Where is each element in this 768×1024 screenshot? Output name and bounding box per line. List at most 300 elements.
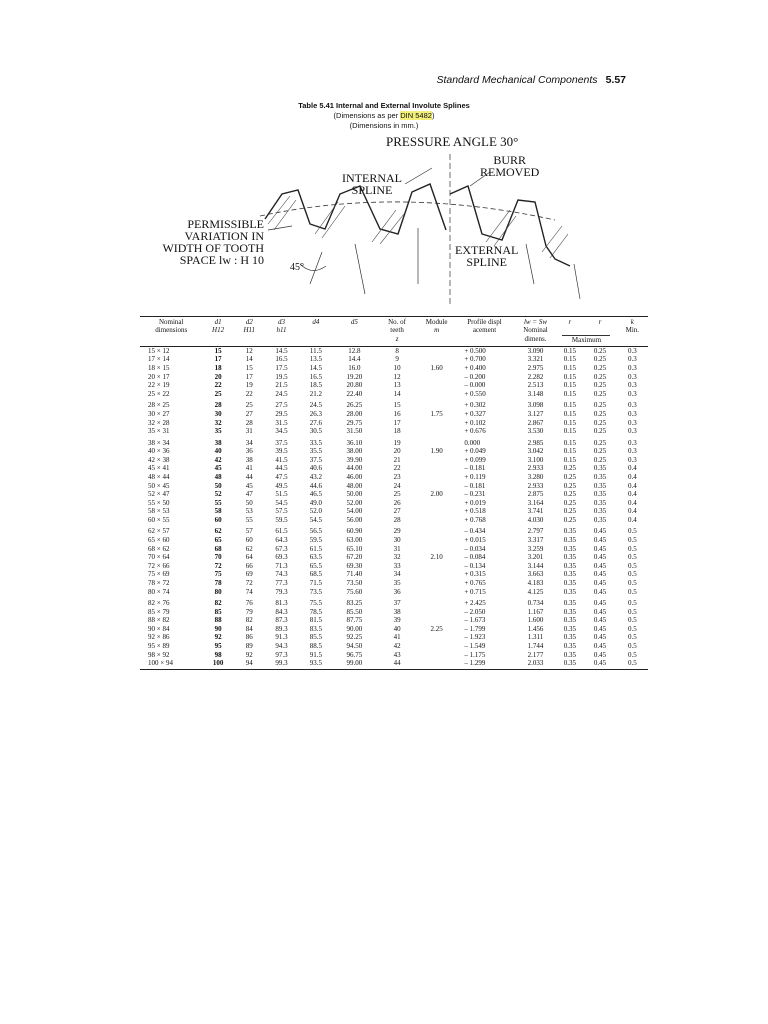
cell-k: 0.5 (627, 607, 637, 616)
cell-k: 0.5 (627, 624, 637, 633)
cell-lw: 2.875 (527, 490, 544, 499)
cell-d4: 52.0 (309, 507, 322, 516)
table-row (140, 633, 648, 642)
cell-d1: 60 (214, 515, 222, 524)
cell-d5: 16.0 (348, 364, 361, 373)
cell-r1: 0.35 (563, 536, 576, 545)
cell-r2: 0.25 (593, 355, 607, 364)
cell-profile: – 0.181 (464, 464, 486, 473)
table-row (140, 562, 648, 571)
table-row (140, 651, 648, 660)
cell-d2: 55 (245, 515, 253, 524)
table-subtitle: (Dimensions as per DIN 5482) (333, 111, 435, 120)
cell-d1: 40 (214, 447, 222, 456)
cell-d3: 61.5 (275, 527, 288, 536)
cell-lw: 3.530 (527, 427, 544, 436)
cell-r1: 0.35 (563, 544, 576, 553)
cell-lw: 1.744 (527, 641, 544, 650)
table-row (140, 482, 648, 491)
cell-module (419, 562, 454, 571)
cell-profile: + 0.015 (464, 536, 486, 545)
cell-r1: 0.35 (563, 561, 576, 570)
cell-d1: 30 (214, 409, 222, 418)
cell-k: 0.5 (627, 544, 637, 553)
cell-k: 0.4 (627, 472, 637, 481)
cell-nominal: 88 × 82 (148, 616, 170, 625)
cell-module: 2.25 (430, 624, 443, 633)
cell-profile: – 1.549 (464, 641, 486, 650)
cell-d2: 86 (245, 633, 253, 642)
table-row (140, 553, 648, 562)
cell-teeth: 42 (393, 641, 401, 650)
table-units-note: (Dimensions in mm.) (349, 121, 419, 130)
cell-r1: 0.15 (563, 427, 576, 436)
cell-d4: 14.5 (309, 364, 322, 373)
cell-d1: 88 (214, 616, 222, 625)
cell-d4: 26.3 (309, 409, 322, 418)
cell-r1: 0.35 (563, 553, 576, 562)
cell-r2: 0.45 (593, 650, 607, 659)
col-k: k (630, 318, 634, 326)
cell-r2: 0.45 (593, 578, 607, 587)
cell-d4: 35.5 (309, 447, 322, 456)
cell-d1: 90 (214, 624, 222, 633)
cell-d5: 54.00 (346, 507, 363, 516)
cell-lw: 2.867 (527, 418, 544, 427)
cell-nominal: 90 × 84 (148, 624, 170, 633)
cell-k: 0.5 (627, 616, 637, 625)
cell-module: 2.10 (430, 553, 443, 562)
cell-lw: 3.741 (527, 507, 544, 516)
cell-k: 0.3 (627, 355, 637, 364)
cell-d4: 30.5 (309, 427, 322, 436)
cell-nominal: 65 × 60 (148, 536, 170, 545)
cell-teeth: 41 (393, 633, 401, 642)
table-row (140, 499, 648, 508)
cell-d4: 18.5 (309, 381, 322, 390)
cell-r2: 0.35 (593, 490, 607, 499)
cell-module (419, 456, 454, 465)
cell-teeth: 15 (393, 401, 401, 410)
cell-d2: 92 (245, 650, 253, 659)
cell-module (419, 390, 454, 399)
cell-nominal: 18 × 15 (148, 364, 170, 373)
cell-d5: 39.90 (346, 455, 363, 464)
cell-module (419, 373, 454, 382)
cell-k: 0.4 (627, 507, 637, 516)
cell-profile: – 1.673 (464, 616, 486, 625)
cell-profile: + 0.518 (464, 507, 486, 516)
cell-profile: + 0.099 (464, 455, 486, 464)
cell-lw: 2.797 (527, 527, 544, 536)
cell-nominal: 62 × 57 (148, 527, 170, 536)
table-row (140, 464, 648, 473)
cell-module (419, 608, 454, 617)
cell-nominal: 68 × 62 (148, 544, 170, 553)
col-teeth: No. of (388, 318, 406, 326)
cell-r2: 0.45 (593, 527, 607, 536)
cell-r2: 0.45 (593, 633, 607, 642)
cell-module (419, 355, 454, 364)
cell-d4: 78.5 (309, 607, 322, 616)
cell-d4: 85.5 (309, 633, 322, 642)
cell-module (419, 588, 454, 597)
cell-d2: 79 (245, 607, 253, 616)
cell-d1: 35 (214, 427, 222, 436)
cell-d1: 75 (214, 570, 222, 579)
cell-r2: 0.35 (593, 472, 607, 481)
cell-teeth: 26 (393, 498, 401, 507)
cell-lw: 3.144 (527, 561, 544, 570)
cell-d3: 74.3 (275, 570, 288, 579)
cell-profile: + 0.327 (464, 409, 486, 418)
cell-d1: 62 (214, 527, 222, 536)
cell-module (419, 398, 454, 410)
cell-d3: 99.3 (265, 659, 298, 669)
cell-k: 0.3 (627, 401, 637, 410)
cell-d3: 34.5 (275, 427, 288, 436)
cell-k: 0.5 (627, 561, 637, 570)
cell-d1: 52 (214, 490, 222, 499)
cell-module (419, 596, 454, 608)
cell-nominal: 85 × 79 (148, 607, 170, 616)
cell-d5: 56.00 (346, 515, 363, 524)
cell-d4: 63.5 (309, 553, 322, 562)
cell-r1: 0.15 (563, 455, 576, 464)
cell-d1: 18 (214, 364, 222, 373)
cell-profile: + 0.550 (464, 389, 486, 398)
cell-k: 0.3 (627, 438, 637, 447)
cell-r2: 0.45 (593, 599, 607, 608)
cell-d5: 36.10 (346, 438, 363, 447)
cell-teeth: 29 (393, 527, 401, 536)
table-body (140, 346, 648, 669)
cell-k: 0.4 (627, 464, 637, 473)
table-row (140, 588, 648, 597)
cell-teeth: 12 (393, 372, 401, 381)
cell-lw: 3.317 (527, 536, 544, 545)
cell-d3: 19.5 (275, 372, 288, 381)
cell-k: 0.4 (627, 515, 637, 524)
cell-d2: 44 (245, 472, 253, 481)
col-d3: d3 (278, 318, 286, 326)
cell-d1: 65 (214, 536, 222, 545)
cell-lw: 2.933 (527, 464, 544, 473)
cell-teeth: 17 (393, 418, 401, 427)
table-row (140, 608, 648, 617)
cell-nominal: 25 × 22 (148, 389, 170, 398)
cell-nominal: 70 × 64 (148, 553, 170, 562)
cell-d3: 77.3 (275, 578, 288, 587)
cell-module (419, 381, 454, 390)
cell-d1: 25 (214, 389, 222, 398)
cell-nominal: 80 × 74 (148, 587, 170, 596)
cell-r2: 0.45 (593, 536, 607, 545)
cell-d5: 73.50 (346, 578, 363, 587)
cell-r2: 0.25 (593, 389, 607, 398)
cell-r2: 0.45 (593, 587, 607, 596)
cell-nominal: 28 × 25 (148, 401, 170, 410)
cell-profile: – 0.084 (464, 553, 486, 562)
cell-nominal: 15 × 12 (148, 346, 170, 355)
cell-d4: 75.5 (309, 599, 322, 608)
cell-d5: 60.90 (346, 527, 363, 536)
cell-r2: 0.45 (593, 607, 607, 616)
cell-d4: 11.5 (309, 346, 322, 355)
cell-d3: 31.5 (275, 418, 288, 427)
cell-d2: 94 (234, 659, 265, 669)
cell-lw: 2.282 (527, 372, 544, 381)
cell-d3: 97.3 (275, 650, 288, 659)
cell-k: 0.4 (627, 481, 637, 490)
col-lw: lw = Sw (523, 318, 547, 326)
cell-k: 0.5 (627, 553, 637, 562)
cell-d3: 37.5 (275, 438, 288, 447)
cell-r1: 0.35 (563, 616, 576, 625)
table-row (140, 616, 648, 625)
cell-teeth: 27 (393, 507, 401, 516)
cell-d4: 61.5 (309, 544, 322, 553)
cell-d3: 41.5 (275, 455, 288, 464)
cell-nominal: 22 × 19 (148, 381, 170, 390)
cell-d4: 46.5 (309, 490, 322, 499)
cell-r2: 0.25 (593, 427, 607, 436)
cell-k: 0.5 (627, 570, 637, 579)
cell-profile: + 0.049 (464, 447, 486, 456)
table-row (140, 570, 648, 579)
cell-profile: – 0.000 (464, 381, 486, 390)
cell-r2: 0.25 (593, 401, 607, 410)
cell-d2: 74 (245, 587, 253, 596)
cell-lw: 4.030 (527, 515, 544, 524)
cell-k: 0.5 (627, 650, 637, 659)
cell-d3: 89.3 (275, 624, 288, 633)
cell-lw: 2.513 (527, 381, 544, 390)
cell-d3: 14.5 (275, 346, 288, 355)
cell-r2: 0.25 (593, 438, 607, 447)
cell-teeth: 35 (393, 578, 401, 587)
cell-lw: 4.183 (527, 578, 544, 587)
cell-profile: – 0.134 (464, 561, 486, 570)
cell-d1: 28 (214, 401, 222, 410)
din-standard-highlight: DIN 5482 (400, 111, 432, 120)
cell-lw: 3.098 (527, 401, 544, 410)
cell-lw: 4.125 (527, 587, 544, 596)
cell-profile: – 1.175 (464, 650, 486, 659)
cell-nominal: 38 × 34 (148, 438, 170, 447)
cell-d3: 51.5 (275, 490, 288, 499)
table-row (140, 516, 648, 525)
cell-d1: 72 (214, 561, 222, 570)
cell-teeth: 34 (393, 570, 401, 579)
cell-d2: 34 (245, 438, 253, 447)
cell-teeth: 21 (393, 455, 401, 464)
cell-teeth: 43 (393, 650, 401, 659)
cell-d3: 87.3 (275, 616, 288, 625)
internal-spline-label: INTERNAL SPLINE (342, 171, 402, 197)
cell-d5: 85.50 (346, 607, 363, 616)
running-title: Standard Mechanical Components (436, 74, 598, 86)
cell-d2: 17 (245, 372, 253, 381)
cell-profile: + 0.019 (464, 498, 486, 507)
cell-d5: 99.00 (334, 659, 376, 669)
table-row (140, 364, 648, 373)
cell-teeth: 37 (393, 599, 401, 608)
cell-profile: – 1.799 (464, 624, 486, 633)
cell-teeth: 14 (393, 389, 401, 398)
cell-k: 0.3 (627, 372, 637, 381)
cell-d5: 52.00 (346, 498, 363, 507)
cell-module: 1.90 (430, 447, 443, 456)
cell-r1: 0.35 (563, 527, 576, 536)
cell-d5: 20.80 (346, 381, 363, 390)
cell-d4: 33.5 (309, 438, 322, 447)
cell-r1: 0.25 (563, 507, 576, 516)
cell-k: 0.5 (617, 659, 648, 669)
cell-d4: 81.5 (309, 616, 322, 625)
cell-r2: 0.45 (593, 624, 607, 633)
cell-d5: 63.00 (346, 536, 363, 545)
cell-d2: 57 (245, 527, 253, 536)
cell-k: 0.4 (627, 490, 637, 499)
cell-r1: 0.35 (563, 578, 576, 587)
cell-teeth: 19 (393, 438, 401, 447)
cell-module (419, 651, 454, 660)
cell-d4: 88.5 (309, 641, 322, 650)
cell-module: 1.75 (430, 409, 443, 418)
cell-r1: 0.25 (563, 472, 576, 481)
cell-nominal: 20 × 17 (148, 372, 170, 381)
cell-r1: 0.35 (563, 624, 576, 633)
cell-r1: 0.15 (563, 418, 576, 427)
cell-teeth: 25 (393, 490, 401, 499)
cell-r1: 0.15 (563, 381, 576, 390)
cell-k: 0.5 (627, 578, 637, 587)
cell-r2: 0.45 (593, 570, 607, 579)
cell-teeth: 44 (375, 659, 419, 669)
cell-r2: 0.25 (593, 455, 607, 464)
cell-lw: 3.280 (527, 472, 544, 481)
cell-d3: 94.3 (275, 641, 288, 650)
cell-d4: 13.5 (309, 355, 322, 364)
cell-nominal: 95 × 89 (148, 641, 170, 650)
cell-r1: 0.35 (563, 599, 576, 608)
cell-nominal: 72 × 66 (148, 561, 170, 570)
cell-r2: 0.45 (593, 641, 607, 650)
cell-lw: 1.167 (527, 607, 544, 616)
cell-d2: 60 (245, 536, 253, 545)
cell-d3: 24.5 (275, 389, 288, 398)
cell-d2: 22 (245, 389, 253, 398)
cell-r1: 0.25 (563, 515, 576, 524)
cell-module (419, 579, 454, 588)
cell-module (419, 473, 454, 482)
cell-k: 0.4 (627, 498, 637, 507)
cell-k: 0.3 (627, 389, 637, 398)
col-r1: r (568, 318, 572, 326)
cell-lw: 1.456 (527, 624, 544, 633)
cell-r1: 0.15 (563, 364, 576, 373)
cell-d5: 44.00 (346, 464, 363, 473)
cell-r1: 0.35 (563, 633, 576, 642)
cell-teeth: 18 (393, 427, 401, 436)
cell-module (419, 524, 454, 536)
cell-nominal: 42 × 38 (148, 455, 170, 464)
angle-label: 45° (290, 262, 304, 273)
cell-nominal: 92 × 86 (148, 633, 170, 642)
cell-d1: 70 (214, 553, 222, 562)
cell-d1: 15 (214, 346, 222, 355)
cell-lw: 3.100 (527, 455, 544, 464)
cell-module (419, 616, 454, 625)
cell-d2: 25 (245, 401, 253, 410)
cell-lw: 3.148 (527, 389, 544, 398)
cell-lw: 2.975 (527, 364, 544, 373)
table-row (140, 436, 648, 448)
cell-nominal: 78 × 72 (148, 578, 170, 587)
table-row (140, 507, 648, 516)
cell-profile: + 0.119 (464, 472, 486, 481)
cell-profile: + 0.765 (464, 578, 486, 587)
cell-module (419, 499, 454, 508)
cell-d3: 67.3 (275, 544, 288, 553)
cell-r2: 0.25 (593, 346, 607, 355)
cell-teeth: 36 (393, 587, 401, 596)
cell-lw: 2.933 (527, 481, 544, 490)
spline-diagram (150, 134, 590, 312)
cell-d2: 38 (245, 455, 253, 464)
cell-d2: 89 (245, 641, 253, 650)
cell-d5: 26.25 (346, 401, 363, 410)
cell-d1: 98 (214, 650, 222, 659)
cell-r1: 0.15 (563, 372, 576, 381)
cell-teeth: 39 (393, 616, 401, 625)
col-module: Module (425, 318, 448, 326)
cell-d3: 54.5 (275, 498, 288, 507)
table-row (140, 381, 648, 390)
cell-d3: 29.5 (275, 409, 288, 418)
cell-module (419, 436, 454, 448)
cell-r2: 0.45 (593, 616, 607, 625)
cell-k: 0.3 (627, 364, 637, 373)
cell-teeth: 28 (393, 515, 401, 524)
table-row (140, 355, 648, 364)
table-row (140, 596, 648, 608)
table-row (140, 659, 648, 669)
cell-d2: 28 (245, 418, 253, 427)
cell-d5: 94.50 (346, 641, 363, 650)
cell-nominal: 58 × 53 (148, 507, 170, 516)
page-number: 5.57 (605, 74, 626, 86)
cell-d5: 90.00 (346, 624, 363, 633)
cell-teeth: 23 (393, 472, 401, 481)
cell-profile: – 0.231 (464, 490, 486, 499)
cell-lw: 2.985 (527, 438, 544, 447)
spline-table-wrap (140, 316, 648, 670)
table-row (140, 447, 648, 456)
cell-d2: 82 (245, 616, 253, 625)
cell-d1: 45 (214, 464, 222, 473)
cell-d4: 21.2 (309, 389, 322, 398)
cell-r1: 0.35 (563, 650, 576, 659)
cell-r1: 0.35 (563, 570, 576, 579)
cell-d5: 12.8 (348, 346, 361, 355)
spline-table: Nominal d1 d2 d3 d4 d5 No. of Module Profile displ lw = Sw r r k dimensions H12 H11 h11 teeth m acement Nominal Min. z dimens. Maximum 15 × 12 15 12 14.5 11.5 12.8 8 + 0.500 3.090 0.15 0.25 0.3 17 × 14 17 14 16.5 13.5 14.4 9 + 0.700 3.321 0.15 0.25 0.3 18 × 15 18 15 17.5 14.5 16.0 10 1.60 + 0.400 2.975 0.15 0.25 0.3 20 × 17 20 17 19.5 16.5 19.20 12 – 0.200 2.282 0.15 0.25 0.3 22 × 19 22 19 21.5 18.5 20.80 13 – 0.000 2.513 0.15 0.25 0.3 25 × 22 25 22 24.5 21.2 22.40 14 + 0.550 3.148 0.15 0.25 0.3 28 × 25 28 25 27.5 24.5 26.25 15 + 0.302 3.098 0.15 0.25 0.3 30 × 27 30 27 29.5 26.3 28.00 16 1.75 + 0.327 3.127 0.15 0.25 0.3 32 × 28 32 28 31.5 27.6 29.75 17 + 0.102 2.867 0.15 0.25 0.3 35 × 31 35 31 34.5 30.5 31.50 18 + 0.676 3.530 0.15 0.25 0.3 38 × 34 38 34 37.5 33.5 36.10 19 0.000 2.985 0.15 0.25 0.3 40 × 36 40 36 39.5 35.5 38.00 20 1.90 + 0.049 3.042 0.15 0.25 0.3 42 × 38 42 38 41.5 37.5 39.90 21 + 0.099 3.100 0.15 0.25 0.3 45 × 41 45 41 44.5 40.6 44.00 22 – 0.181 2.933 0.25 0.35 0.4 48 × 44 48 44 47.5 43.2 46.00 23 + 0.119 3.280 0.25 0.35 0.4 50 × 45 50 45 49.5 44.6 48.00 24 – 0.181 2.933 0.25 0.35 0.4 52 × 47 52 47 51.5 46.5 50.00 25 2.00 – 0.231 2.875 0.25 0.35 0.4 55 × 50 55 50 54.5 49.0 52.00 26 + 0.019 3.164 0.25 0.35 0.4 58 × 53 58 53 57.5 52.0 54.00 27 + 0.518 3.741 0.25 0.35 0.4 60 × 55 60 55 59.5 54.5 56.00 28 + 0.768 4.030 0.25 0.35 0.4 62 × 57 62 57 61.5 56.5 60.90 29 – 0.434 2.797 0.35 0.45 0.5 65 × 60 65 60 64.3 59.5 63.00 30 + 0.015 3.317 0.35 0.45 0.5 68 × 62 68 62 67.3 61.5 65.10 31 – 0.034 3.259 0.35 0.45 0.5 70 × 64 70 64 69.3 63.5 67.20 32 2.10 – 0.084 3.201 0.35 0.45 0.5 72 × 66 72 66 71.3 65.5 69.30 33 – 0.134 3.144 0.35 0.45 0.5 75 × 69 75 69 74.3 68.5 71.40 34 + 0.315 3.663 0.35 0.45 0.5 78 × 72 78 72 77.3 71.5 73.50 35 + 0.765 4.183 0.35 0.45 0.5 80 × 74 80 74 79.3 73.5 75.60 36 + 0.715 4.125 0.35 0.45 0.5 82 × 76 82 76 81.3 75.5 83.25 37 + 2.425 0.734 0.35 0.45 0.5 85 × 79 85 79 84.3 78.5 85.50 38 – 2.050 1.167 0.35 0.45 0.5 88 × 82 88 82 87.3 81.5 87.75 39 – 1.673 1.600 0.35 0.45 0.5 90 × 84 90 84 89.3 83.5 90.00 40 2.25 – 1.799 1.456 0.35 0.45 0.5 92 × 86 92 86 91.3 85.5 92.25 41 – 1.923 1.311 0.35 0.45 0.5 95 × 89 95 89 94.3 88.5 94.50 42 – 1.549 1.744 0.35 0.45 0.5 98 × 92 98 92 97.3 91.5 96.75 43 – 1.175 2.177 0.35 0.45 0.5 100 × 94 100 94 99.3 93.5 99.00 44 – 1.299 2.033 0.35 0.45 0.5 (140, 316, 648, 670)
cell-d1: 80 (214, 587, 222, 596)
cell-k: 0.5 (627, 587, 637, 596)
table-row (140, 427, 648, 436)
cell-d2: 36 (245, 447, 253, 456)
